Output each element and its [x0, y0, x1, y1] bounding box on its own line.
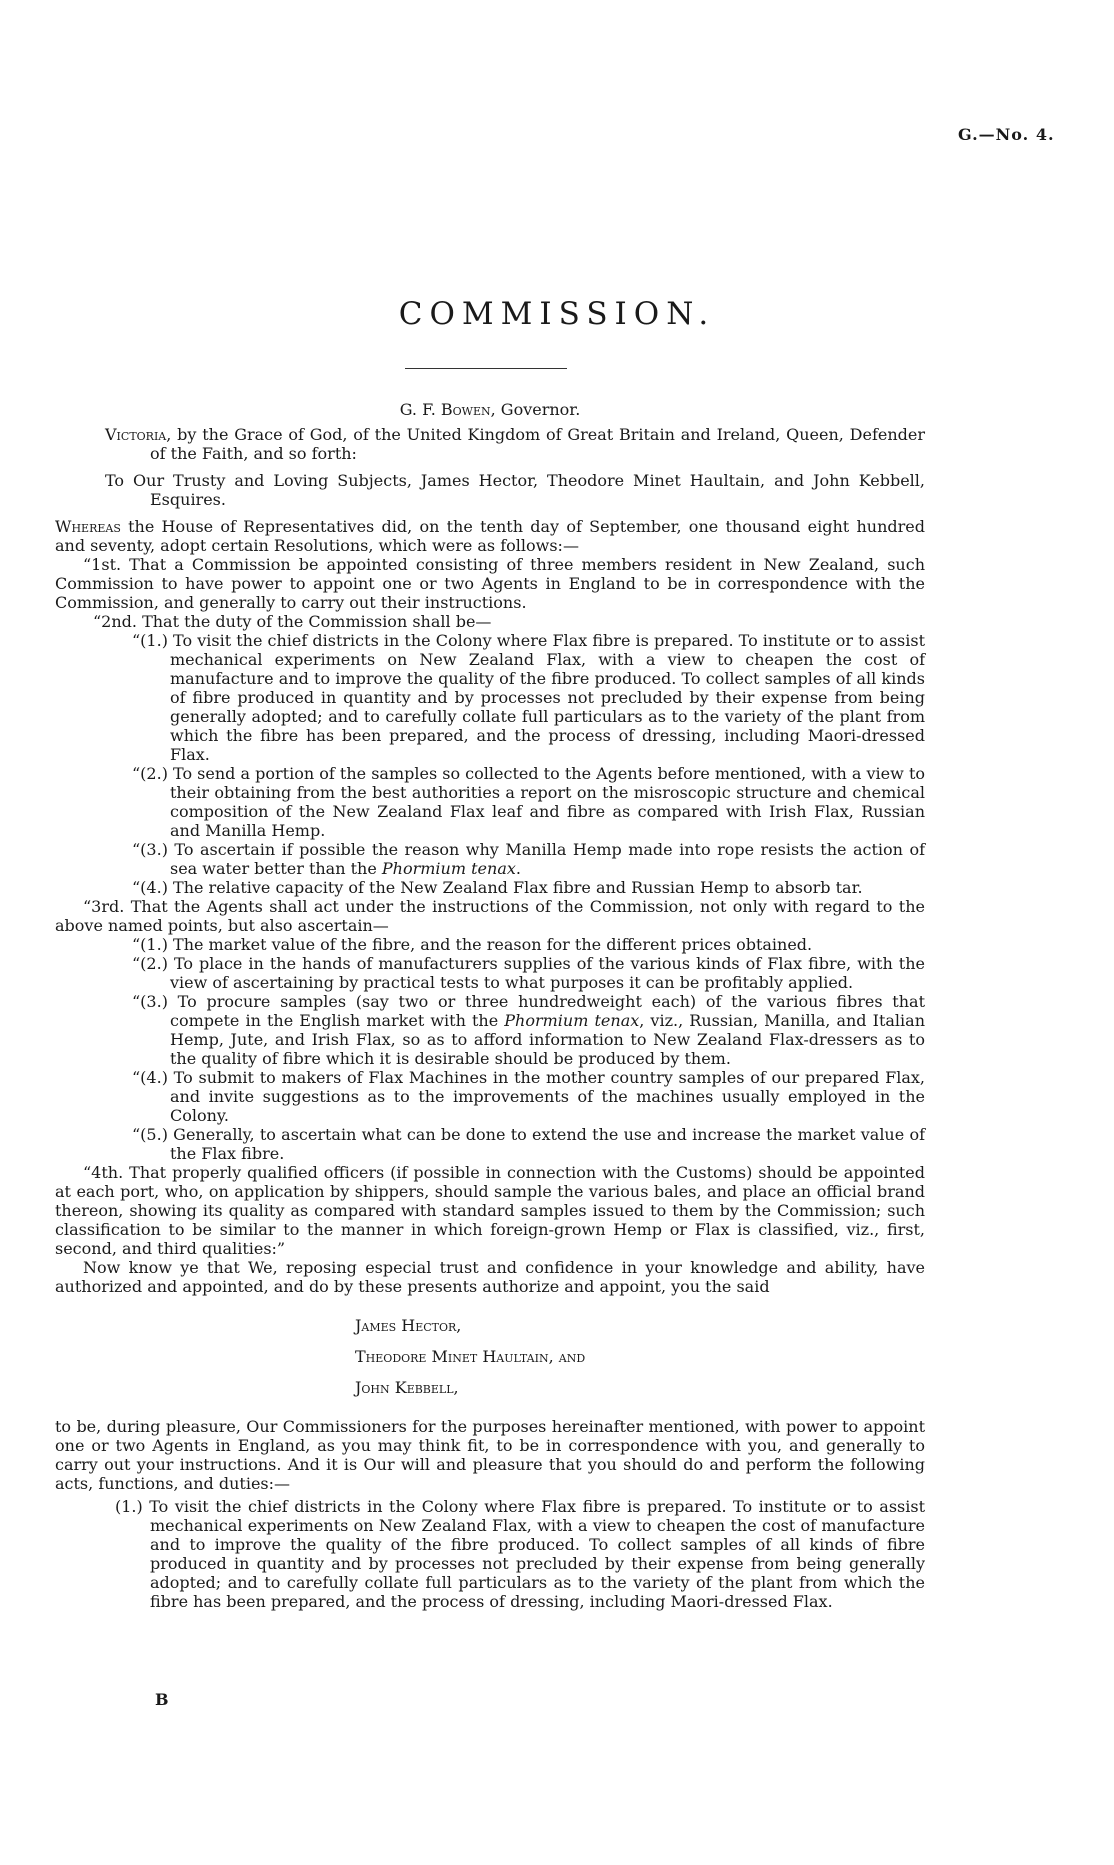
resolution-2-item-2: “(2.) To send a portion of the samples so collected to the Agents before mentioned, with a view to their obtaining from the best authorities a report on the misroscopic structure and chemical composition of the New Zealand Flax leaf and fibre as compared with Irish Flax, Russian and Manilla Hemp.: [132, 764, 925, 840]
governor-line: G. F. Bowen, Governor.: [399, 400, 581, 419]
commissioner-name: James Hector,: [355, 1316, 462, 1335]
sovereign-paragraph: Victoria, by the Grace of God, of the United Kingdom of Great Britain and Ireland, Queen, Defender of the Faith, and so forth:: [105, 425, 925, 463]
commissioner-names: [355, 1310, 925, 1403]
resolution-3rd: “3rd. That the Agents shall act under the instructions of the Commission, not only with regard to the above named points, but also ascertain—: [55, 897, 925, 935]
resolution-2-item-3: “(3.) To ascertain if possible the reason why Manilla Hemp made into rope resists the action of sea water better than the Phormium tenax.: [132, 840, 925, 878]
resolution-1st: “1st. That a Commission be appointed consisting of three members resident in New Zealand, such Commission to have power to appoint one or two Agents in England to be in correspondence with the Commission, and generally to carry out their instructions.: [55, 555, 925, 612]
title-divider: [405, 368, 567, 369]
resolution-2-item-1: “(1.) To visit the chief districts in the Colony where Flax fibre is prepared. To institute or to assist mechanical experiments on New Zealand Flax, with a view to cheapen the cost of manufacture and to improve the quality of the fibre produced. To collect samples of all kinds of fibre produced in quantity and by processes not precluded by their expense from being generally adopted; and to carefully collate full particulars as to the variety of the plant from which the fibre has been prepared, and the process of dressing, including Maori-dressed Flax.: [132, 631, 925, 764]
resolution-2nd: “2nd. That the duty of the Commission shall be—: [93, 612, 492, 631]
page-code: G.—No. 4.: [958, 125, 1055, 144]
commissioner-name: John Kebbell,: [355, 1378, 459, 1397]
appointment-paragraph: to be, during pleasure, Our Commissioners for the purposes hereinafter mentioned, with power to appoint one or two Agents in England, as you may think fit, to be in correspondence with you, and generally to carry out your instructions. And it is Our will and pleasure that you should do and perform the following acts, functions, and duties:—: [55, 1417, 925, 1493]
commissioner-name: Theodore Minet Haultain, and: [355, 1347, 586, 1366]
resolution-4th: “4th. That properly qualified officers (if possible in connection with the Customs) should be appointed at each port, who, on application by shippers, should sample the various bales, and place an official brand thereon, showing its quality as compared with standard samples issued to them by the Commission; such classification to be similar to the manner in which foreign-grown Hemp or Flax is classified, viz., first, second, and third qualities:”: [55, 1163, 925, 1258]
resolution-3-item-2: “(2.) To place in the hands of manufacturers supplies of the various kinds of Flax fibre, with the view of ascertaining by practical tests to what purposes it can be profitably applied.: [132, 954, 925, 992]
whereas-paragraph: Whereas the House of Representatives did, on the tenth day of September, one thousand eight hundred and seventy, adopt certain Resolutions, which were as follows:—: [55, 517, 925, 555]
resolution-3-item-4: “(4.) To submit to makers of Flax Machines in the mother country samples of our prepared Flax, and invite suggestions as to the improvements of the machines usually employed in the Colony.: [132, 1068, 925, 1125]
duty-item-1: (1.) To visit the chief districts in the Colony where Flax fibre is prepared. To institute or to assist mechanical experiments on New Zealand Flax, with a view to cheapen the cost of manufacture and to improve the quality of the fibre produced. To collect samples of all kinds of fibre produced in quantity and by processes not precluded by their expense from being generally adopted; and to carefully collate full particulars as to the variety of the plant from which the fibre has been prepared, and the process of dressing, including Maori-dressed Flax.: [115, 1497, 925, 1611]
address-paragraph: To Our Trusty and Loving Subjects, James Hector, Theodore Minet Haultain, and John Kebbell, Esquires.: [105, 471, 925, 509]
resolution-3-item-1: “(1.) The market value of the fibre, and the reason for the different prices obtained.: [132, 935, 813, 954]
authorization-paragraph: Now know ye that We, reposing especial trust and confidence in your knowledge and ability, have authorized and appointed, and do by these presents authorize and appoint, you the said: [55, 1258, 925, 1296]
signature-mark: B: [155, 1690, 169, 1709]
resolution-3-item-5: “(5.) Generally, to ascertain what can be done to extend the use and increase the market value of the Flax fibre.: [132, 1125, 925, 1163]
resolution-2-item-4: “(4.) The relative capacity of the New Zealand Flax fibre and Russian Hemp to absorb tar.: [132, 878, 863, 897]
commission-body: [55, 400, 925, 1611]
page-title: COMMISSION.: [398, 296, 716, 332]
resolution-3-item-3: “(3.) To procure samples (say two or three hundredweight each) of the various fibres that compete in the English market with the Phormium tenax, viz., Russian, Manilla, and Italian Hemp, Jute, and Irish Flax, so as to afford information to New Zealand Flax-dressers as to the quality of fibre which it is desirable should be produced by them.: [132, 992, 925, 1068]
